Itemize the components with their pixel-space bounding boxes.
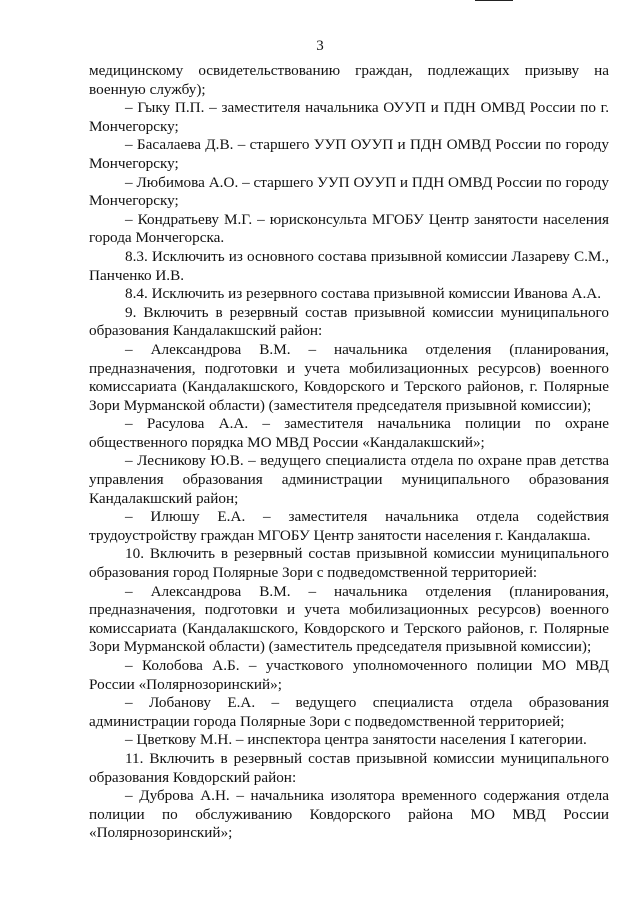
paragraph: медицинскому освидетельствованию граждан, подлежащих призыву на военную службу);	[89, 62, 609, 98]
paragraph: – Лесникову Ю.В. – ведущего специалиста отдела по охране прав детства управления образования администрации муниципального образования Кандалакшский район;	[89, 452, 609, 507]
paragraph: – Расулова А.А. – заместителя начальника полиции по охране общественного порядка МО МВД России «Кандалакшский»;	[89, 415, 609, 451]
paragraph: – Александрова В.М. – начальника отделения (планирования, предназначения, подготовки и учета мобилизационных ресурсов) военного комиссариата (Кандалакшского, Ковдорского и Терского районов, г. Полярные Зори Мурманской области) (заместителя председателя призывной комиссии);	[89, 340, 609, 414]
paragraph: 9. Включить в резервный состав призывной комиссии муниципального образования Кандалакшский район:	[89, 303, 609, 340]
top-rule	[475, 0, 513, 1]
paragraph: – Илюшу Е.А. – заместителя начальника отдела содействия трудоустройству граждан МГОБУ Центр занятости населения г. Кандалакша.	[89, 508, 609, 544]
paragraph: – Дуброва А.Н. – начальника изолятора временного содержания отдела полиции по обслуживанию Ковдорского района МО МВД России «Полярнозоринский»;	[89, 787, 609, 842]
paragraph: – Колобова А.Б. – участкового уполномоченного полиции МО МВД России «Полярнозоринский»;	[89, 657, 609, 693]
paragraph: 11. Включить в резервный состав призывной комиссии муниципального образования Ковдорский район:	[89, 749, 609, 786]
paragraph: – Александрова В.М. – начальника отделения (планирования, предназначения, подготовки и учета мобилизационных ресурсов) военного комиссариата (Кандалакшского, Ковдорского и Терского районов, г. Полярные Зори Мурманской области) (заместитель председателя призывной комиссии);	[89, 582, 609, 656]
paragraph: – Басалаева Д.В. – старшего УУП ОУУП и ПДН ОМВД России по городу Мончегорску;	[89, 136, 609, 172]
paragraph: – Гыку П.П. – заместителя начальника ОУУП и ПДН ОМВД России по г. Мончегорску;	[89, 99, 609, 135]
paragraph: – Цветкову М.Н. – инспектора центра занятости населения I категории.	[125, 731, 587, 749]
paragraph: 10. Включить в резервный состав призывной комиссии муниципального образования город Полярные Зори с подведомственной территорией:	[89, 545, 609, 582]
paragraph: – Лобанову Е.А. – ведущего специалиста отдела образования администрации города Полярные Зори с подведомственной территорией;	[89, 694, 609, 730]
document-body	[89, 62, 609, 843]
paragraph: – Кондратьеву М.Г. – юрисконсульта МГОБУ Центр занятости населения города Мончегорска.	[89, 210, 609, 247]
paragraph: – Любимова А.О. – старшего УУП ОУУП и ПДН ОМВД России по городу Мончегорску;	[89, 173, 609, 210]
paragraph: 8.3. Исключить из основного состава призывной комиссии Лазареву С.М., Панченко И.В.	[89, 247, 609, 284]
page-number: 3	[316, 38, 324, 54]
paragraph: 8.4. Исключить из резервного состава призывной комиссии Иванова А.А.	[125, 285, 602, 303]
